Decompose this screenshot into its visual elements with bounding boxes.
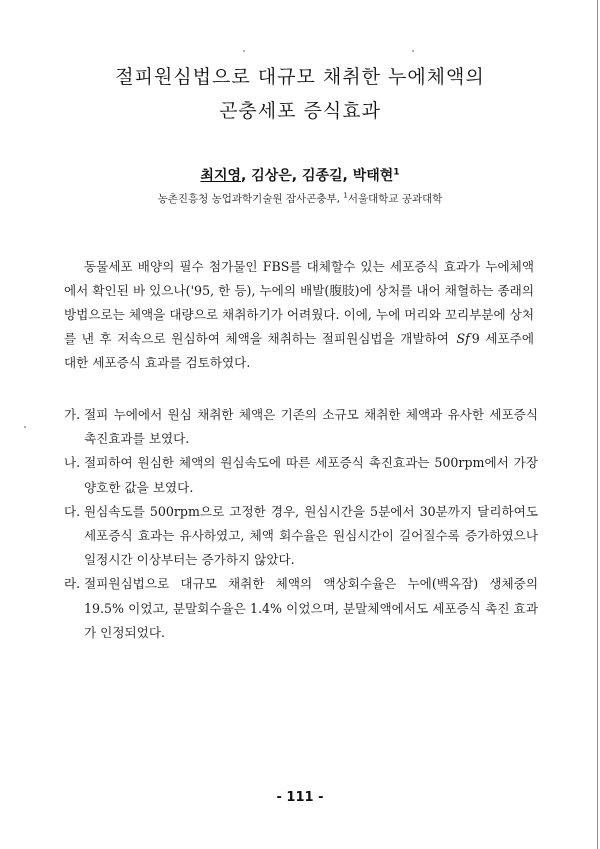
- result-text: 절피하여 원심한 체액의 원심속도에 따른 세포증식 촉진효과는 500rpm에서 가장 양호한 값을 보였다.: [84, 455, 538, 495]
- scan-speck: [24, 426, 26, 428]
- abstract-text-after: 9 세포주에 대한 세포증식 효과를 검토하였다.: [64, 331, 534, 370]
- author-list: [0, 165, 600, 185]
- scan-edge-line: [597, 0, 598, 849]
- result-marker: 가.: [64, 407, 81, 422]
- scan-speck: [243, 50, 245, 52]
- abstract-text-before: 동물세포 배양의 필수 첨가물인 FBS를 대체할수 있는 세포증식 효과가 누에체액에서 확인된 바 있으나('95, 한 등), 누에의 배발(腹肢)에 상처를 내어 채혈하는 종래의 방법으로는 체액을 대량으로 채취하기가 어려웠다. 이에, 누에 머리와 꼬리부분에 상처를 낸 후 저속으로 원심하여 체액을 채취하는 절피원심법을 개발하여: [64, 259, 535, 346]
- result-text: 원심속도를 500rpm으로 고정한 경우, 원심시간을 5분에서 30분까지 달리하여도 세포증식 효과는 유사하였고, 체액 회수율은 원심시간이 길어질수록 증가하였으나 일정시간 이상부터는 증가하지 않았다.: [84, 503, 538, 568]
- paper-title-line-1: 절피원심법으로 대규모 채취한 누에체액의: [115, 66, 485, 88]
- affiliation: [0, 191, 600, 206]
- abstract-paragraph: [64, 255, 534, 375]
- result-marker: 라.: [64, 576, 81, 592]
- affiliation-main: 농촌진흥청 농업과학기술원 잠사곤충부,: [157, 193, 344, 205]
- co-authors: , 김상은, 김종길, 박태현: [241, 168, 394, 184]
- results-list: [64, 403, 538, 645]
- result-item: [64, 403, 538, 451]
- author-affiliation-mark: 1: [393, 167, 400, 178]
- result-text: 절피 누에에서 원심 채취한 체액은 기존의 소규모 채취한 체액과 유사한 세포증식 촉진효과를 보였다.: [84, 407, 538, 447]
- affiliation-second: 서울대학교 공과대학: [347, 193, 443, 205]
- cell-line-name: Sf: [456, 331, 470, 346]
- result-item: [64, 572, 538, 645]
- result-item: [64, 500, 538, 573]
- scan-speck: [412, 50, 414, 52]
- page-number: - 111 -: [276, 790, 324, 805]
- paper-title-line-2: 곤충세포 증식효과: [219, 100, 381, 122]
- result-marker: 나.: [64, 455, 81, 471]
- result-text: 절피원심법으로 대규모 채취한 체액의 액상회수율은 누에(백옥잠) 생체중의 19.5% 이었고, 분말회수율은 1.4% 이었으며, 분말체액에서도 세포증식 촉진 효과가 인정되었다.: [84, 576, 538, 640]
- result-item: [64, 451, 538, 499]
- affiliation-mark: 1: [343, 191, 348, 200]
- first-author: 최지영: [200, 168, 241, 184]
- result-marker: 다.: [64, 503, 81, 519]
